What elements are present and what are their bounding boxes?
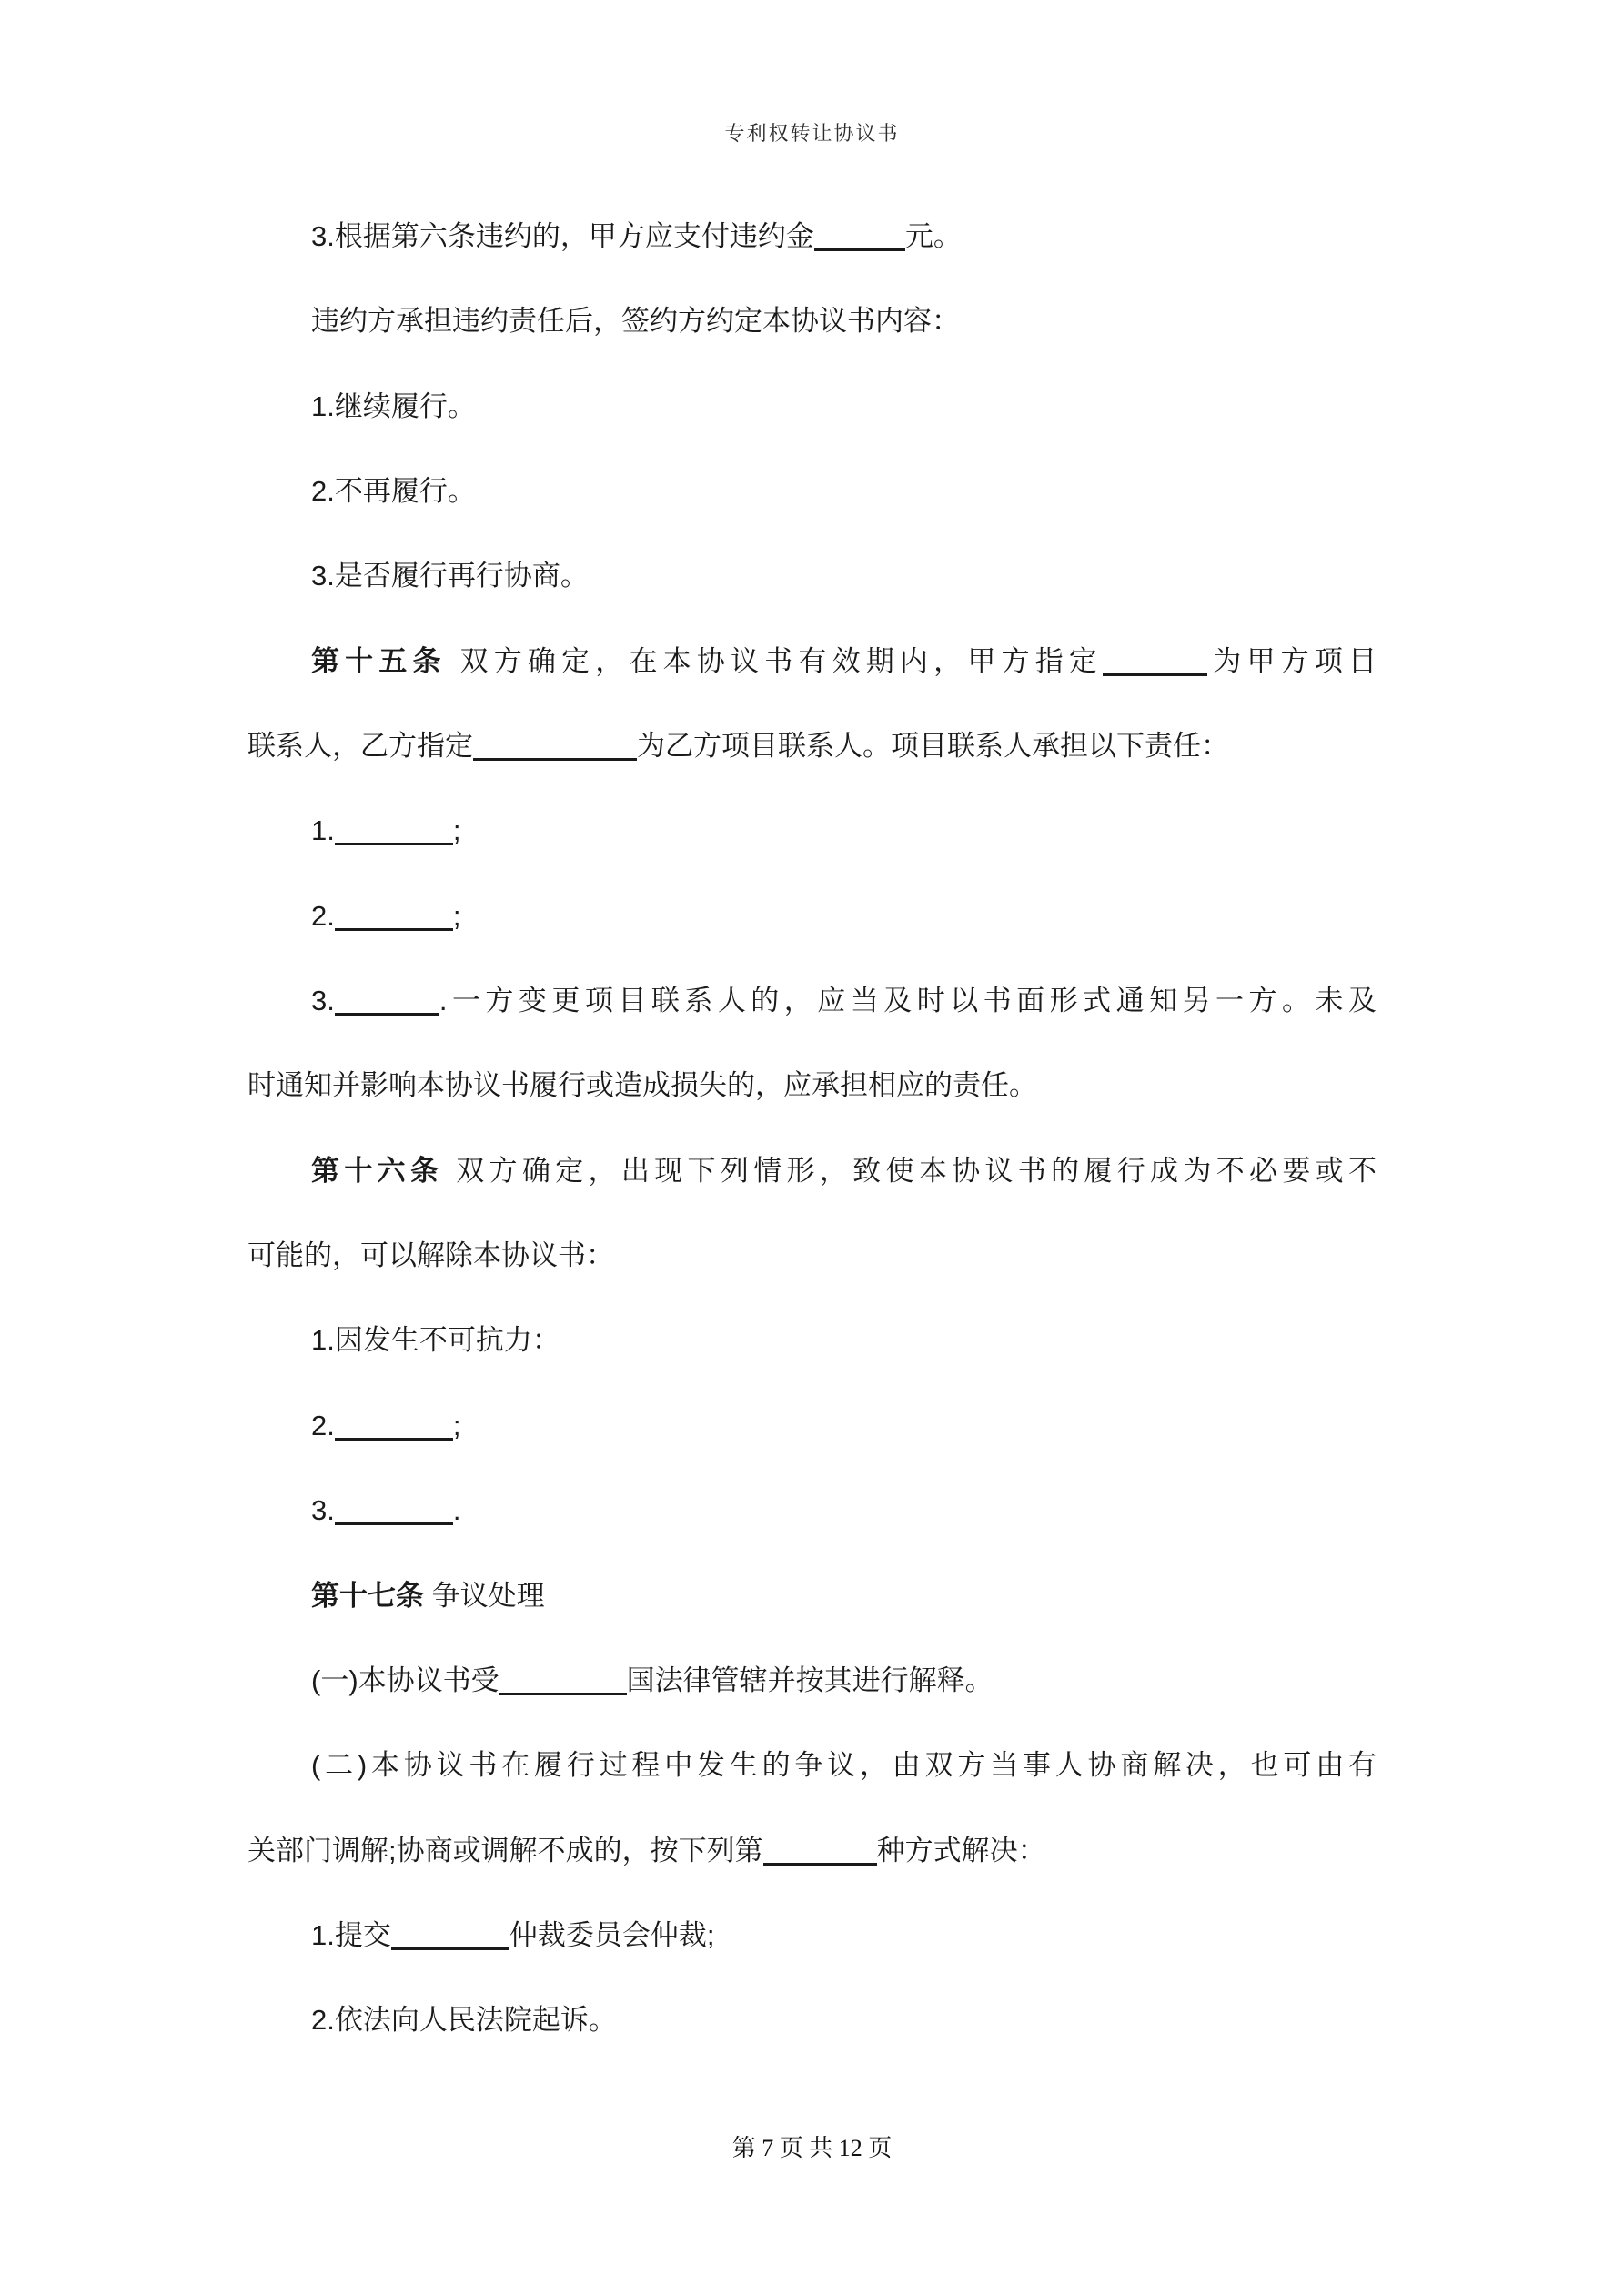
text-run: 3.: [311, 985, 335, 1017]
text-run: (二)本协议书在履行过程中发生的争议，由双方当事人协商解决，也可由有: [311, 1749, 1377, 1782]
text-run: 为乙方项目联系人。项目联系人承担以下责任：: [637, 730, 1229, 763]
text-run: 为甲方项目: [1207, 644, 1377, 677]
document-line: [247, 874, 1377, 958]
text-run: 2.依法向人民法院起诉。: [311, 2004, 617, 2037]
text-run: 第十六条: [311, 1154, 444, 1187]
text-run: 违约方承担违约责任后，签约方约定本协议书内容：: [311, 305, 960, 338]
text-run: 3.: [311, 1494, 335, 1527]
fill-in-blank: [335, 1522, 453, 1525]
document-line: [247, 1553, 1377, 1638]
document-line: [247, 364, 1377, 449]
text-run: 3.是否履行再行协商。: [311, 560, 589, 592]
text-run: ;: [452, 1409, 461, 1441]
text-run: .一方变更项目联系人的，应当及时以书面形式通知另一方。未及: [439, 985, 1377, 1017]
text-run: 可能的，可以解除本协议书：: [247, 1239, 614, 1272]
document-line: [247, 1128, 1377, 1213]
text-run: 第十七条: [311, 1579, 424, 1612]
document-line: [247, 619, 1377, 703]
document-line: [247, 958, 1377, 1043]
text-run: 双方确定，在本协议书有效期内，甲方指定: [446, 644, 1104, 677]
text-run: 双方确定，出现下列情形，致使本协议书的履行成为不必要或不: [443, 1154, 1377, 1187]
document-body: [247, 194, 1377, 2063]
text-run: .: [452, 1494, 461, 1527]
text-run: 种方式解决：: [876, 1834, 1046, 1866]
fill-in-blank: [763, 1863, 877, 1866]
document-line: [247, 449, 1377, 533]
document-line: [247, 1383, 1377, 1468]
document-line: [247, 1043, 1377, 1128]
text-run: ;: [452, 814, 461, 847]
fill-in-blank: [335, 1438, 453, 1441]
document-line: [247, 1298, 1377, 1382]
text-run: 时通知并影响本协议书履行或造成损失的，应承担相应的责任。: [247, 1069, 1037, 1102]
document-line: [247, 278, 1377, 363]
fill-in-blank: [814, 248, 905, 251]
text-run: 仲裁委员会仲裁;: [509, 1918, 715, 1951]
text-run: 2.不再履行。: [311, 475, 476, 508]
document-line: [247, 533, 1377, 618]
text-run: 2.: [311, 899, 335, 932]
fill-in-blank: [335, 843, 453, 845]
document-line: [247, 1723, 1377, 1807]
fill-in-blank: [1103, 673, 1207, 676]
document-line: [247, 788, 1377, 873]
text-run: 国法律管辖并按其进行解释。: [626, 1664, 994, 1696]
fill-in-blank: [499, 1693, 627, 1695]
text-run: 1.继续履行。: [311, 389, 476, 422]
document-line: [247, 1638, 1377, 1723]
text-run: ;: [452, 899, 461, 932]
text-run: 关部门调解;协商或调解不成的，按下列第: [247, 1834, 763, 1866]
fill-in-blank: [335, 1013, 439, 1016]
page-footer: 第 7 页 共 12 页: [731, 2135, 893, 2161]
text-run: 第十五条: [311, 644, 447, 677]
text-run: 联系人，乙方指定: [247, 730, 473, 763]
text-run: 3.根据第六条违约的，甲方应支付违约金: [311, 220, 814, 252]
text-run: 1.: [311, 814, 335, 847]
document-line: [247, 1977, 1377, 2062]
text-run: (一)本协议书受: [311, 1664, 499, 1696]
text-run: 1.提交: [311, 1918, 391, 1951]
text-run: 元。: [904, 220, 962, 252]
text-run: 2.: [311, 1409, 335, 1441]
fill-in-blank: [473, 758, 637, 761]
document-line: [247, 1808, 1377, 1893]
fill-in-blank: [391, 1947, 509, 1950]
fill-in-blank: [335, 928, 453, 931]
text-run: 1.因发生不可抗力：: [311, 1324, 560, 1357]
document-line: [247, 194, 1377, 278]
document-line: [247, 1468, 1377, 1553]
document-line: [247, 1893, 1377, 1977]
header-title: 专利权转让协议书: [724, 122, 900, 145]
document-line: [247, 1213, 1377, 1298]
text-run: 争议处理: [424, 1579, 545, 1612]
document-line: [247, 703, 1377, 788]
